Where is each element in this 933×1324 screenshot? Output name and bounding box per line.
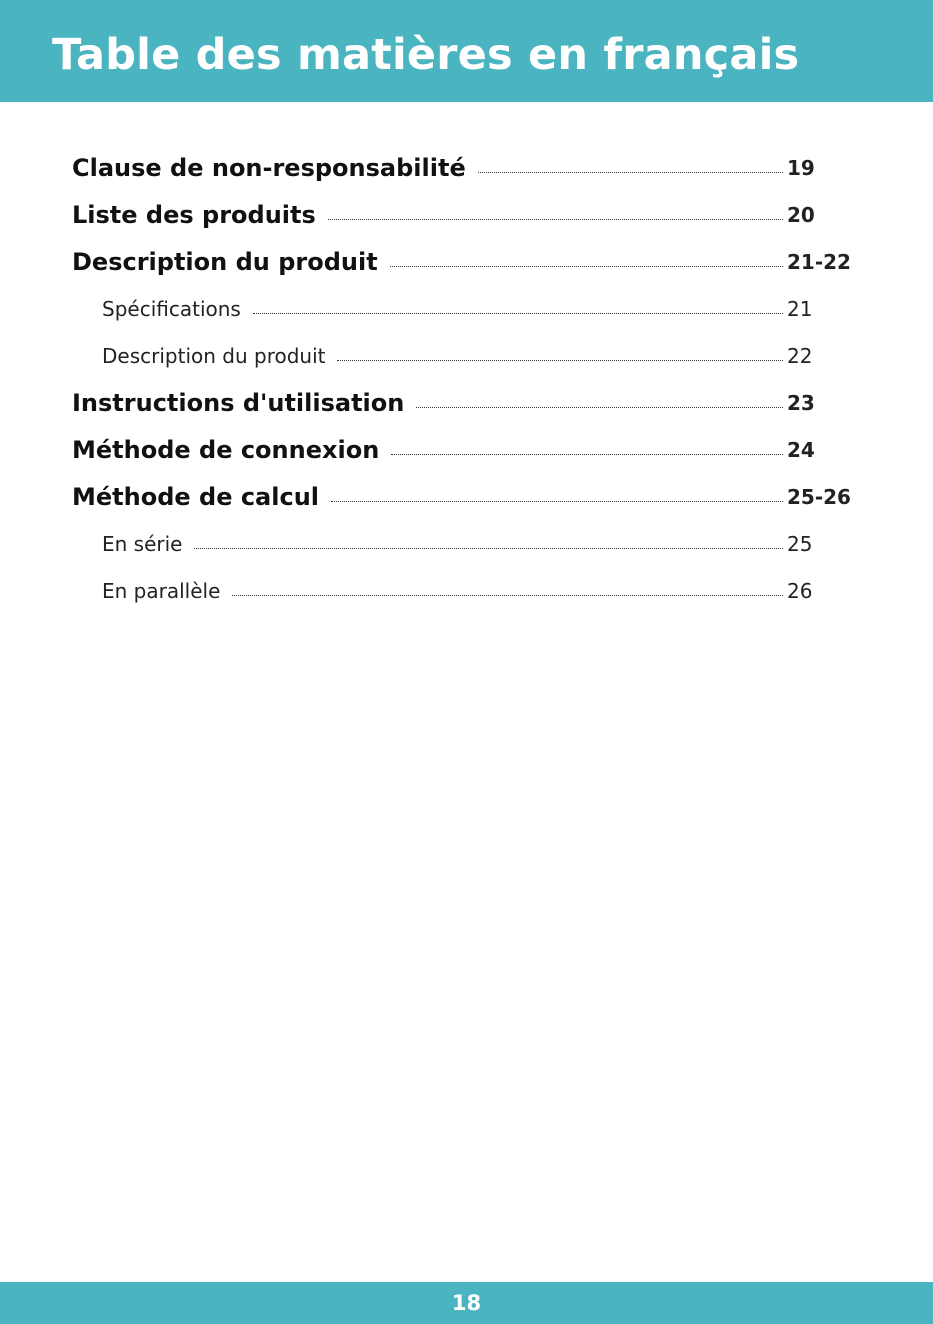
- table-of-contents: [72, 136, 862, 606]
- toc-dot-leader: [390, 266, 783, 267]
- toc-entry-label: Description du produit: [72, 248, 378, 276]
- toc-entry-label: Liste des produits: [72, 201, 316, 229]
- toc-entry-page: 19: [787, 156, 815, 180]
- toc-entry-label: Méthode de connexion: [72, 436, 380, 464]
- toc-dot-leader: [337, 360, 783, 361]
- toc-subentry-specifications[interactable]: [72, 277, 862, 324]
- toc-entry-page: 23: [787, 391, 815, 415]
- header-banner: [0, 0, 933, 102]
- toc-entry-label: En parallèle: [102, 579, 221, 603]
- footer-banner: [0, 1282, 933, 1324]
- page-title: Table des matières en français: [52, 30, 800, 80]
- toc-entry-calculation-method[interactable]: [72, 465, 862, 512]
- toc-dot-leader: [478, 172, 783, 173]
- toc-subentry-product-description[interactable]: [72, 324, 862, 371]
- toc-entry-product-description[interactable]: [72, 230, 862, 277]
- toc-subentry-parallel[interactable]: [72, 559, 862, 606]
- toc-subentry-series[interactable]: [72, 512, 862, 559]
- toc-entry-connection-method[interactable]: [72, 418, 862, 465]
- toc-entry-page: 25-26: [787, 485, 851, 509]
- toc-entry-page: 26: [787, 579, 813, 603]
- page-number: 18: [451, 1291, 482, 1315]
- toc-dot-leader: [391, 454, 783, 455]
- toc-entry-instructions[interactable]: [72, 371, 862, 418]
- toc-entry-disclaimer[interactable]: [72, 136, 862, 183]
- toc-dot-leader: [328, 219, 783, 220]
- toc-entry-page: 21: [787, 297, 813, 321]
- toc-dot-leader: [194, 548, 783, 549]
- toc-entry-label: Description du produit: [102, 344, 326, 368]
- toc-entry-page: 25: [787, 532, 813, 556]
- toc-entry-page: 20: [787, 203, 815, 227]
- toc-entry-label: Clause de non-responsabilité: [72, 154, 466, 182]
- toc-entry-product-list[interactable]: [72, 183, 862, 230]
- toc-entry-label: Spécifications: [102, 297, 241, 321]
- toc-dot-leader: [331, 501, 783, 502]
- toc-entry-label: En série: [102, 532, 183, 556]
- toc-entry-label: Instructions d'utilisation: [72, 389, 405, 417]
- toc-dot-leader: [232, 595, 783, 596]
- toc-entry-page: 21-22: [787, 250, 851, 274]
- toc-dot-leader: [253, 313, 783, 314]
- toc-entry-page: 24: [787, 438, 815, 462]
- toc-entry-label: Méthode de calcul: [72, 483, 320, 511]
- toc-dot-leader: [416, 407, 783, 408]
- toc-entry-page: 22: [787, 344, 813, 368]
